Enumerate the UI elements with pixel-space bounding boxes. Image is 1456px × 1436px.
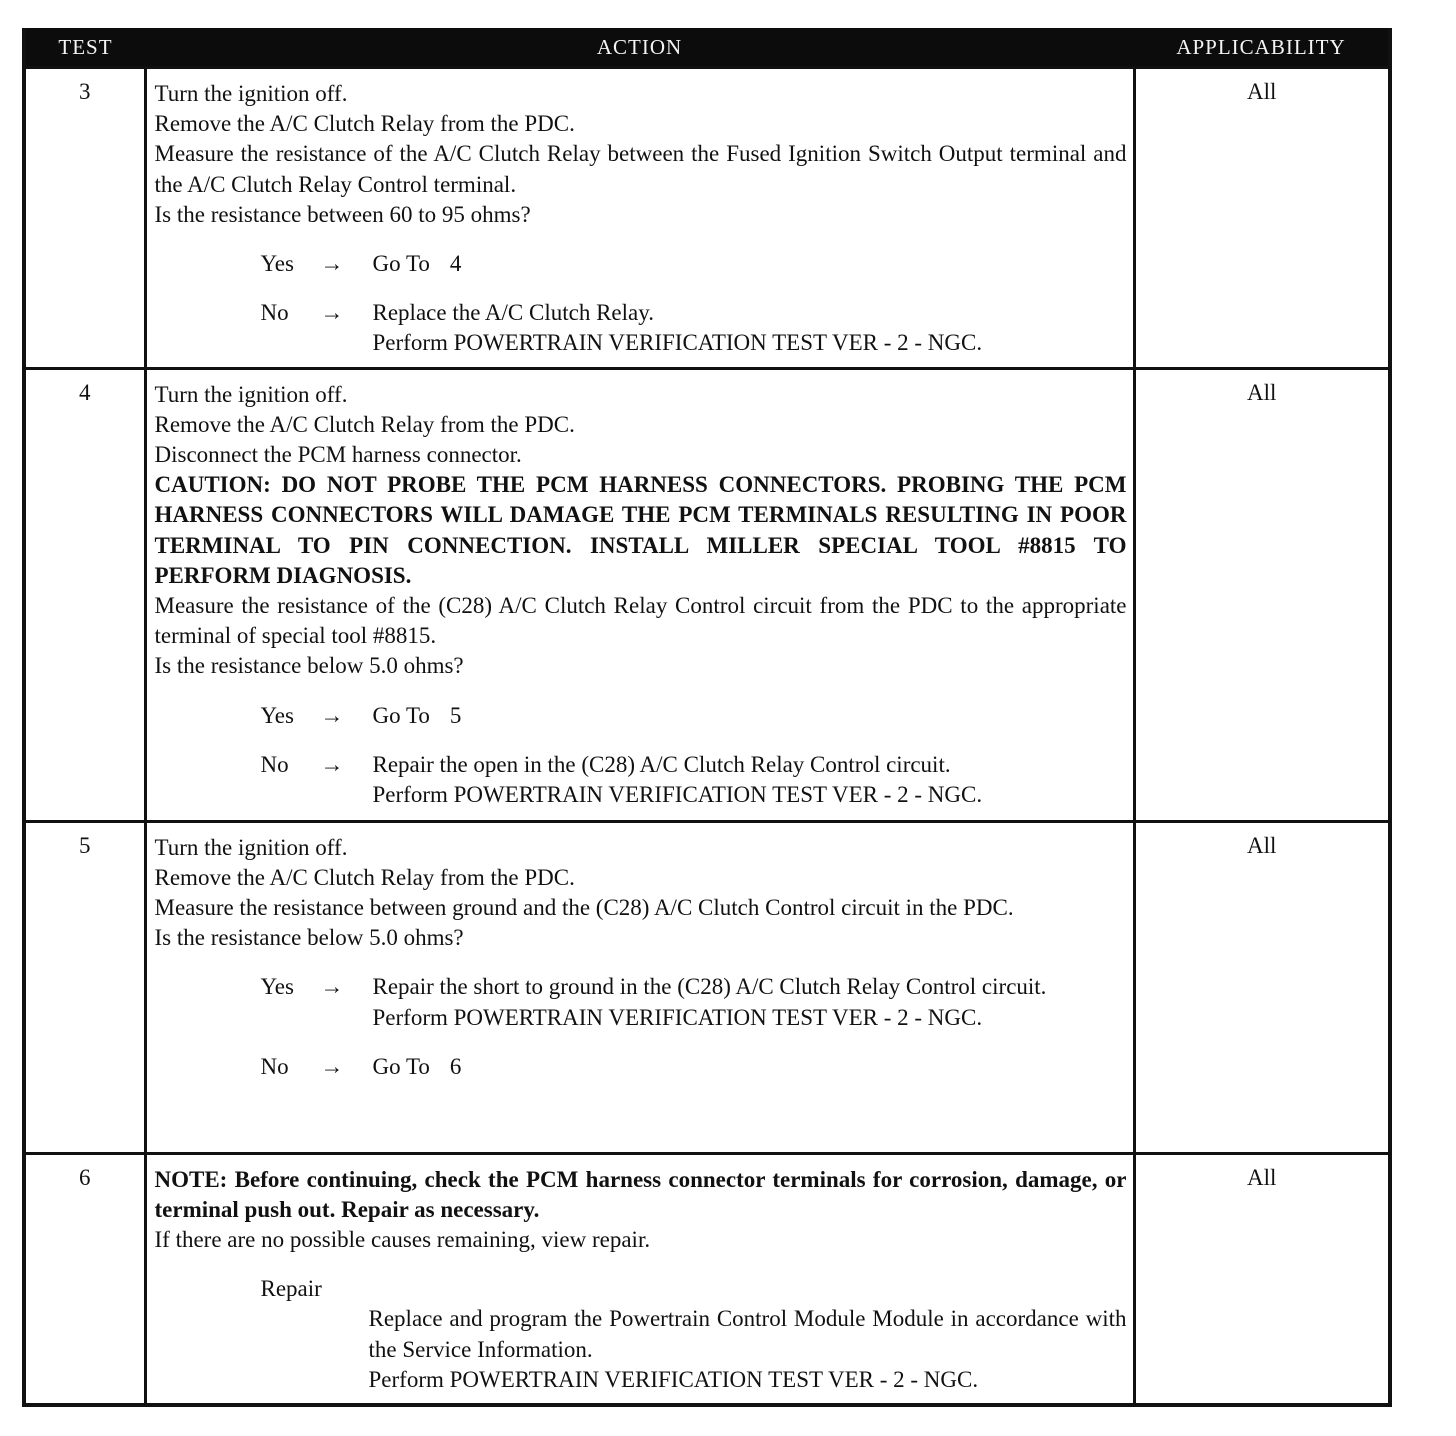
no-action: Go To xyxy=(372,1053,430,1079)
header-test: TEST xyxy=(24,28,145,68)
no-label: No xyxy=(260,1053,289,1079)
action-cell xyxy=(145,1153,1134,1405)
goto-test-number: 5 xyxy=(449,702,462,728)
yes-action: Go To xyxy=(372,702,430,728)
action-line: Measure the resistance between ground and the (C28) A/C Clutch Control circuit in the PDC. xyxy=(154,895,1014,921)
test-number: 4 xyxy=(24,368,145,821)
arrow-icon: → xyxy=(320,702,344,728)
caution-text: CAUTION: DO NOT PROBE THE PCM HARNESS CONNECTORS. PROBING THE PCM HARNESS CONNECTORS WILL DAMAGE THE PCM TERMINALS RESULTING IN POOR TERMINAL TO PIN CONNECTION. INSTALL MILLER SPECIAL TOOL #8815 TO PERFORM DIAGNOSIS. xyxy=(154,472,1127,588)
no-action: Repair the open in the (C28) A/C Clutch Relay Control circuit. xyxy=(372,751,951,777)
header-applicability: APPLICABILITY xyxy=(1134,28,1390,68)
action-line: Remove the A/C Clutch Relay from the PDC. xyxy=(154,864,575,890)
yes-label: Yes xyxy=(260,251,294,277)
perform-verification: Perform POWERTRAIN VERIFICATION TEST VER - 2 - NGC. xyxy=(372,1004,983,1030)
no-option xyxy=(155,1052,1127,1082)
table-header-row xyxy=(24,28,1390,68)
applicability-value: All xyxy=(1134,821,1390,1153)
arrow-icon: → xyxy=(320,1053,344,1079)
yes-action: Repair the short to ground in the (C28) A/C Clutch Relay Control circuit. xyxy=(372,974,1047,1000)
goto-test-number: 6 xyxy=(449,1053,462,1079)
test-number: 5 xyxy=(24,821,145,1153)
table-row xyxy=(24,368,1390,821)
test-number: 3 xyxy=(24,68,145,369)
no-action: Replace the A/C Clutch Relay. xyxy=(372,300,654,326)
action-line: Remove the A/C Clutch Relay from the PDC. xyxy=(154,411,575,437)
perform-verification: Perform POWERTRAIN VERIFICATION TEST VER - 2 - NGC. xyxy=(368,1366,979,1392)
perform-verification: Perform POWERTRAIN VERIFICATION TEST VER - 2 - NGC. xyxy=(372,330,983,356)
table-row xyxy=(24,821,1390,1153)
action-line: Turn the ignition off. xyxy=(154,834,348,860)
action-line: Is the resistance below 5.0 ohms? xyxy=(154,925,464,951)
no-option xyxy=(155,298,1127,358)
no-label: No xyxy=(260,300,289,326)
yes-label: Yes xyxy=(260,974,294,1000)
action-line: Remove the A/C Clutch Relay from the PDC. xyxy=(154,111,575,137)
action-line: Measure the resistance of the (C28) A/C Clutch Relay Control circuit from the PDC to the appropriate terminal of special tool #8815. xyxy=(154,593,1127,649)
yes-option xyxy=(155,972,1127,1032)
yes-option xyxy=(155,249,1127,279)
table-row xyxy=(24,68,1390,369)
action-cell xyxy=(145,68,1134,369)
action-line: If there are no possible causes remaining, view repair. xyxy=(154,1227,651,1253)
arrow-icon: → xyxy=(320,251,344,277)
no-label: No xyxy=(260,751,289,777)
diagnostic-test-table xyxy=(22,28,1392,1407)
repair-label: Repair xyxy=(260,1276,322,1302)
no-option xyxy=(155,750,1127,810)
action-line: Turn the ignition off. xyxy=(154,381,348,407)
header-action: ACTION xyxy=(145,28,1134,68)
action-cell xyxy=(145,821,1134,1153)
arrow-icon: → xyxy=(320,300,344,326)
yes-option xyxy=(155,701,1127,731)
test-number: 6 xyxy=(24,1153,145,1405)
action-line: Measure the resistance of the A/C Clutch Relay between the Fused Ignition Switch Output terminal and the A/C Clutch Relay Control terminal. xyxy=(154,141,1127,197)
action-line: Disconnect the PCM harness connector. xyxy=(154,442,522,468)
note-text: NOTE: Before continuing, check the PCM harness connector terminals for corrosion, damage, or terminal push out. Repair as necessary. xyxy=(154,1166,1127,1222)
arrow-icon: → xyxy=(320,974,344,1000)
perform-verification: Perform POWERTRAIN VERIFICATION TEST VER - 2 - NGC. xyxy=(372,782,983,808)
arrow-icon: → xyxy=(320,751,344,777)
repair-text: Replace and program the Powertrain Control Module Module in accordance with the Service Information. xyxy=(368,1306,1127,1362)
goto-test-number: 4 xyxy=(449,251,462,277)
action-line: Is the resistance between 60 to 95 ohms? xyxy=(154,201,531,227)
applicability-value: All xyxy=(1134,368,1390,821)
applicability-value: All xyxy=(1134,68,1390,369)
applicability-value: All xyxy=(1134,1153,1390,1405)
table-row xyxy=(24,1153,1390,1405)
yes-action: Go To xyxy=(372,251,430,277)
action-line: Turn the ignition off. xyxy=(154,81,348,106)
action-line: Is the resistance below 5.0 ohms? xyxy=(154,653,464,679)
yes-label: Yes xyxy=(260,702,294,728)
action-cell xyxy=(145,368,1134,821)
